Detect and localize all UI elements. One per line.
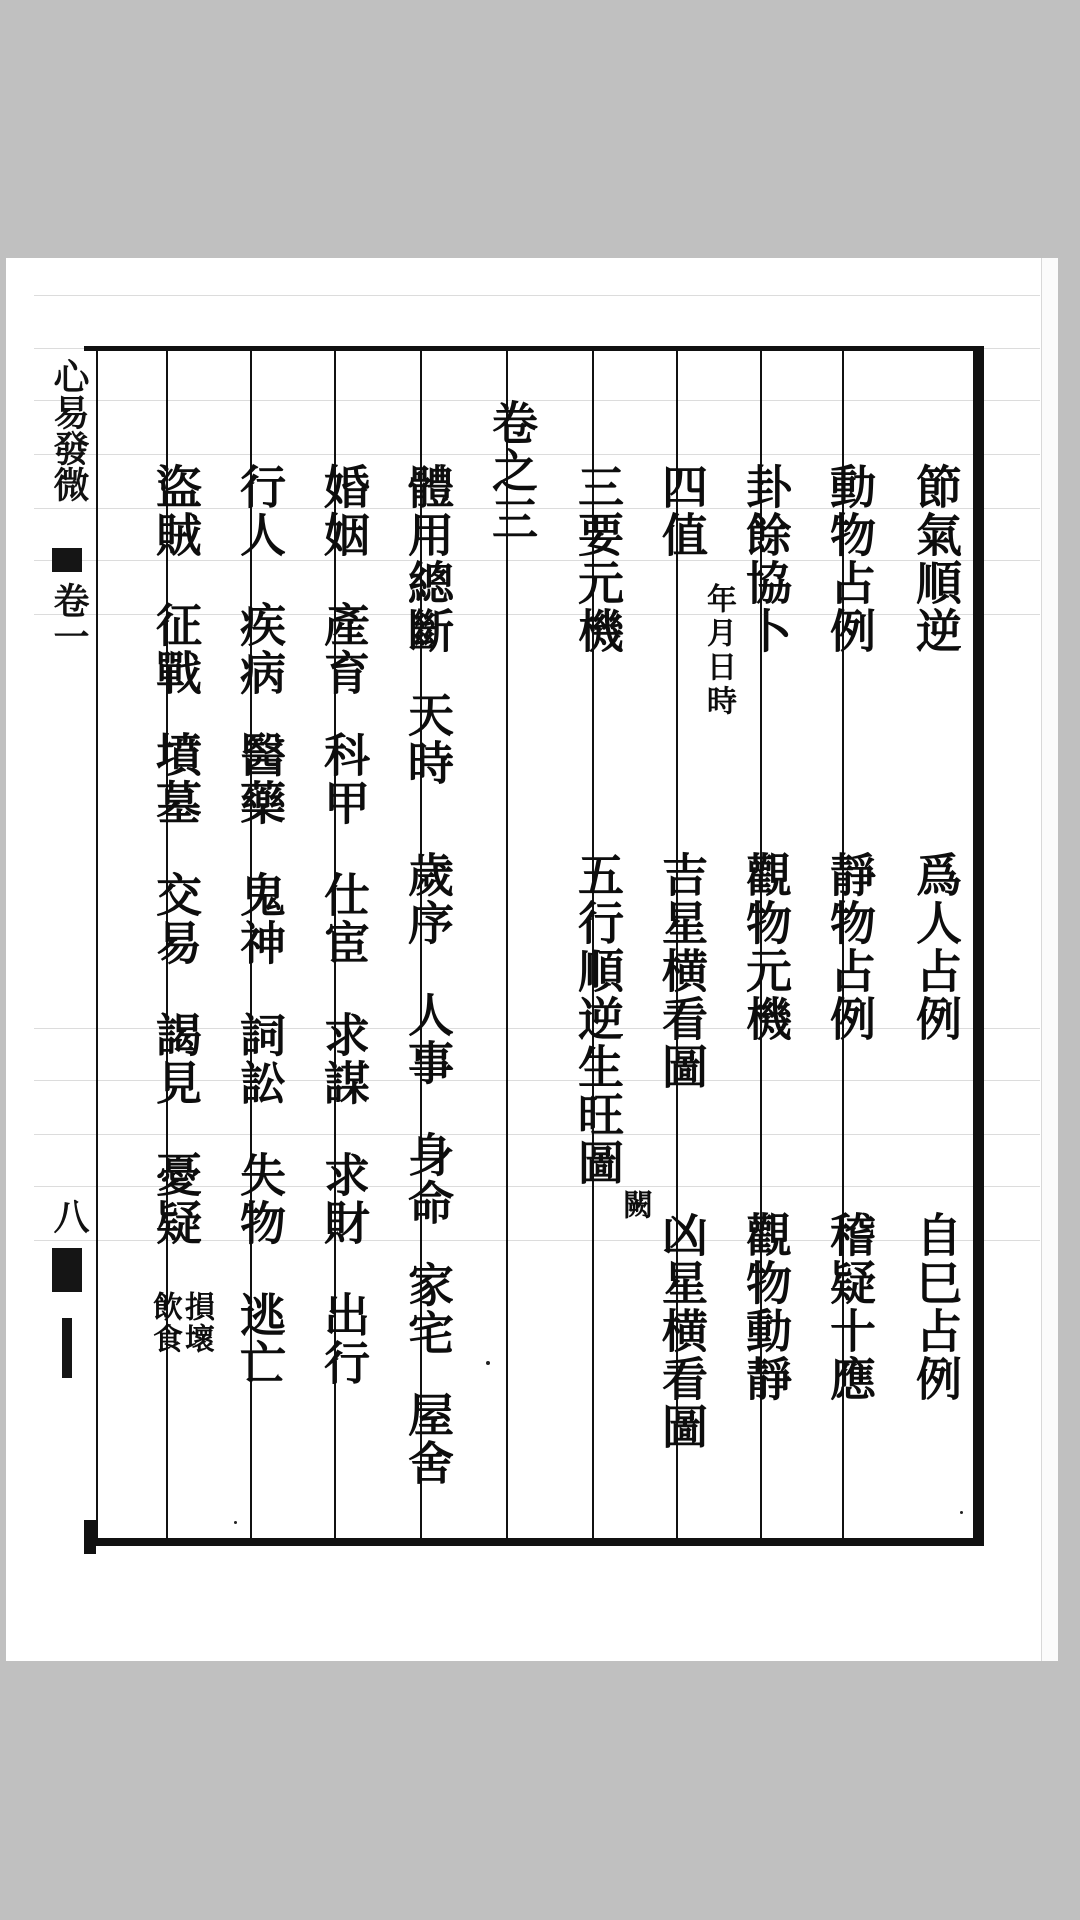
- toc-entry: 節氣順逆: [909, 463, 963, 655]
- toc-entry: 盜賊: [149, 463, 203, 559]
- toc-entry: 靜物占例: [823, 851, 877, 1043]
- toc-column: [224, 351, 296, 1541]
- toc-entry: 四值: [655, 463, 709, 559]
- toc-entry: 墳墓: [149, 731, 203, 827]
- ink-speck: [234, 1521, 237, 1524]
- toc-entry: 產育: [317, 601, 371, 697]
- toc-entry: 疾病: [233, 601, 287, 697]
- toc-entry: 爲人占例: [909, 851, 963, 1043]
- margin-volume-label: 卷一: [48, 582, 90, 654]
- margin-publisher-mark: 八: [48, 1198, 90, 1234]
- margin-fishtail-mark: [52, 1248, 82, 1292]
- toc-entry: 征戰: [149, 601, 203, 697]
- ink-speck: [960, 1511, 963, 1514]
- margin-book-title: 心易發微: [48, 358, 90, 502]
- toc-column: [646, 351, 736, 1541]
- toc-entry: 自巳占例: [909, 1211, 963, 1403]
- toc-entry: 逃亡: [233, 1291, 287, 1387]
- toc-column: [730, 351, 802, 1541]
- document-page: [6, 258, 1058, 1661]
- toc-entry: 動物占例: [823, 463, 877, 655]
- toc-entry: 科甲: [317, 731, 371, 827]
- toc-entry: 人事: [401, 991, 455, 1087]
- toc-entry: 鬼神: [233, 871, 287, 967]
- toc-entry-note: 闕: [617, 1189, 652, 1223]
- toc-entry: 凶星横看圖: [655, 1211, 709, 1451]
- toc-entry: 體用總斷: [401, 463, 455, 655]
- toc-entry: 婚姻: [317, 463, 371, 559]
- toc-entry: 憂疑: [149, 1151, 203, 1247]
- ruled-line: [34, 295, 1040, 296]
- toc-entry: 求謀: [317, 1011, 371, 1107]
- text-frame: [84, 346, 984, 1546]
- toc-column: [140, 351, 212, 1541]
- toc-column: [900, 351, 972, 1541]
- toc-entry: 交易: [149, 871, 203, 967]
- toc-entry: 醫藥: [233, 731, 287, 827]
- toc-entry: 仕宦: [317, 871, 371, 967]
- toc-entry: 天時: [401, 691, 455, 787]
- ink-speck: [486, 1361, 490, 1365]
- toc-entry: 歲序: [401, 851, 455, 947]
- toc-column: [814, 351, 886, 1541]
- toc-entry: 三要元機: [571, 463, 625, 655]
- toc-entry: 身命: [401, 1131, 455, 1227]
- margin-fishtail-mark: [52, 548, 82, 572]
- toc-entry: 出行: [317, 1291, 371, 1387]
- toc-entry: 五行順逆生旺圖: [571, 851, 625, 1187]
- toc-entry: 求財: [317, 1151, 371, 1247]
- toc-entry: 失物: [233, 1151, 287, 1247]
- toc-entry-note: 年月日時: [701, 583, 736, 719]
- page-edge: [1041, 258, 1058, 1661]
- toc-entry: 吉星横看圖: [655, 851, 709, 1091]
- toc-entry: 稽疑十應: [823, 1211, 877, 1403]
- column-rule: [96, 351, 98, 1538]
- toc-entry: 觀物元機: [739, 851, 793, 1043]
- toc-column: [308, 351, 380, 1541]
- margin-fishtail-mark: [62, 1318, 72, 1378]
- toc-entry: 謁見: [149, 1011, 203, 1107]
- toc-column: [392, 351, 464, 1541]
- toc-column: [562, 351, 652, 1541]
- toc-entry: 詞訟: [233, 1011, 287, 1107]
- frame-corner: [84, 1520, 96, 1554]
- volume-heading: 卷之三: [485, 399, 539, 543]
- toc-entry: 損壞飲食: [147, 1291, 214, 1355]
- toc-entry: 行人: [233, 463, 287, 559]
- toc-entry: 家宅: [401, 1261, 455, 1357]
- toc-entry: 觀物動靜: [739, 1211, 793, 1403]
- toc-entry: 卦餘協卜: [739, 463, 793, 655]
- toc-entry: 屋舍: [401, 1391, 455, 1487]
